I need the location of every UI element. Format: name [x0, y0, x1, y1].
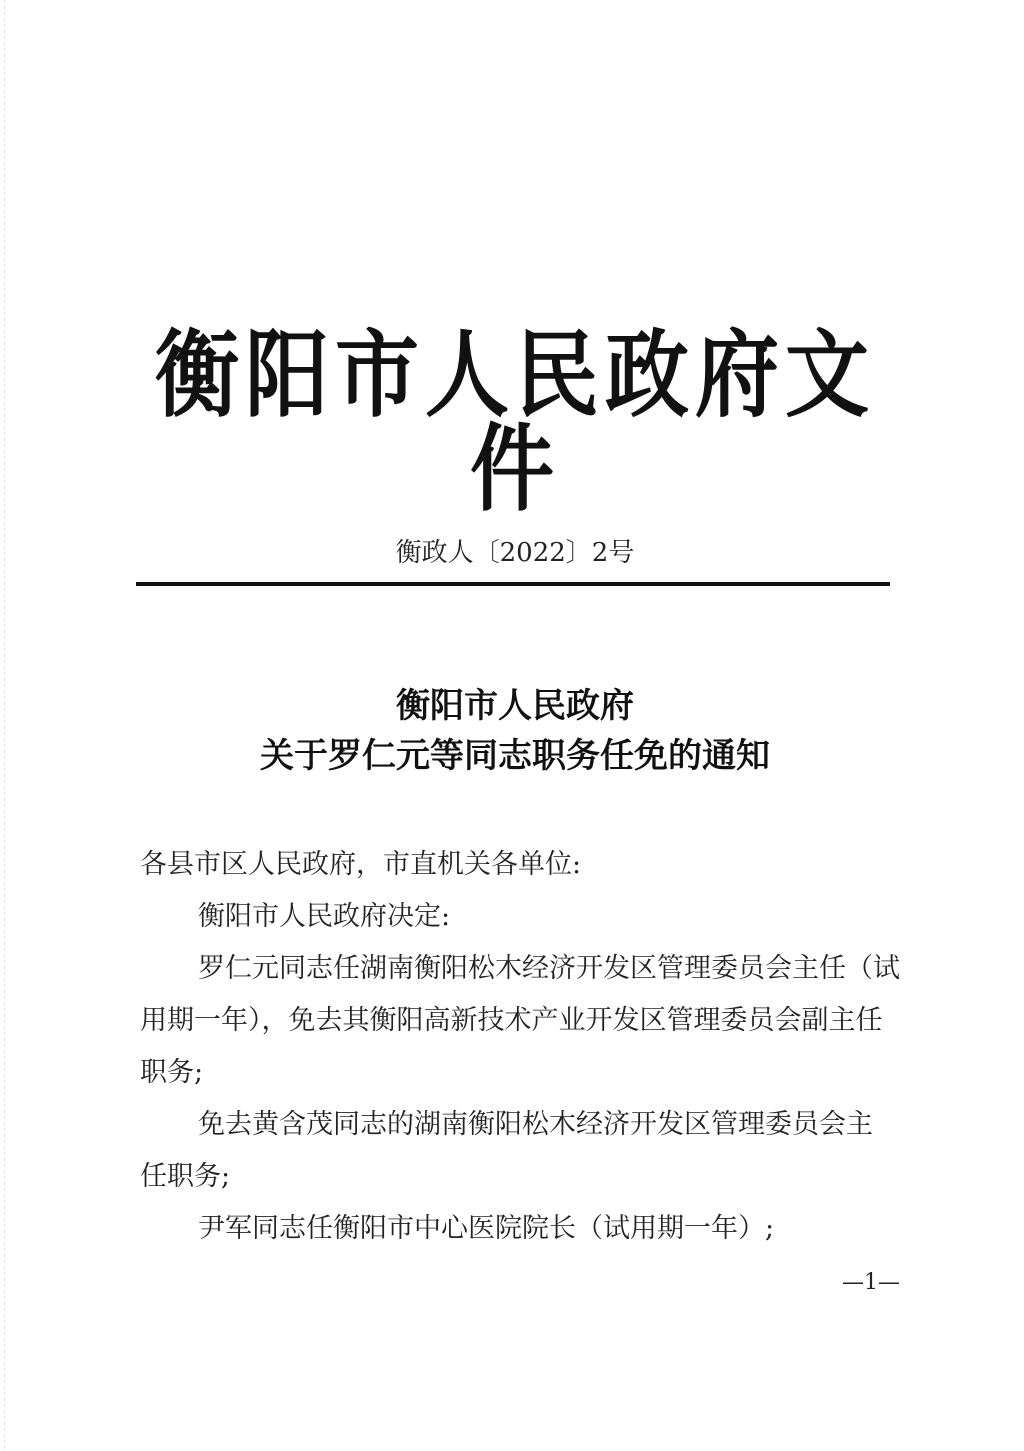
decision-intro: 衡阳市人民政府决定: [198, 901, 451, 932]
scan-edge-artifact [4, 0, 5, 1451]
item-2-line-2: 任职务; [140, 1161, 231, 1192]
item-3-line-1: 尹军同志任衡阳市中心医院院长（试用期一年）; [198, 1213, 775, 1244]
item-1-line-2: 用期一年），免去其衡阳高新技术产业开发区管理委员会副主任 [140, 1005, 883, 1036]
agency-title: 衡阳市人民政府文件 [154, 320, 875, 524]
item-1-line-1: 罗仁元同志任湖南衡阳松木经济开发区管理委员会主任（试 [198, 953, 900, 984]
item-2-line-1: 免去黄含茂同志的湖南衡阳松木经济开发区管理委员会主 [198, 1109, 873, 1140]
page-number: —1— [842, 1270, 900, 1295]
notice-title-line-2: 关于罗仁元等同志职务任免的通知 [260, 736, 770, 776]
item-1-line-3: 职务; [140, 1057, 204, 1088]
document-number: 衡政人〔2022〕2号 [395, 538, 635, 568]
addressee: 各县市区人民政府，市直机关各单位: [140, 849, 582, 880]
notice-title-line-1: 衡阳市人民政府 [396, 686, 634, 726]
header-divider [136, 582, 890, 586]
